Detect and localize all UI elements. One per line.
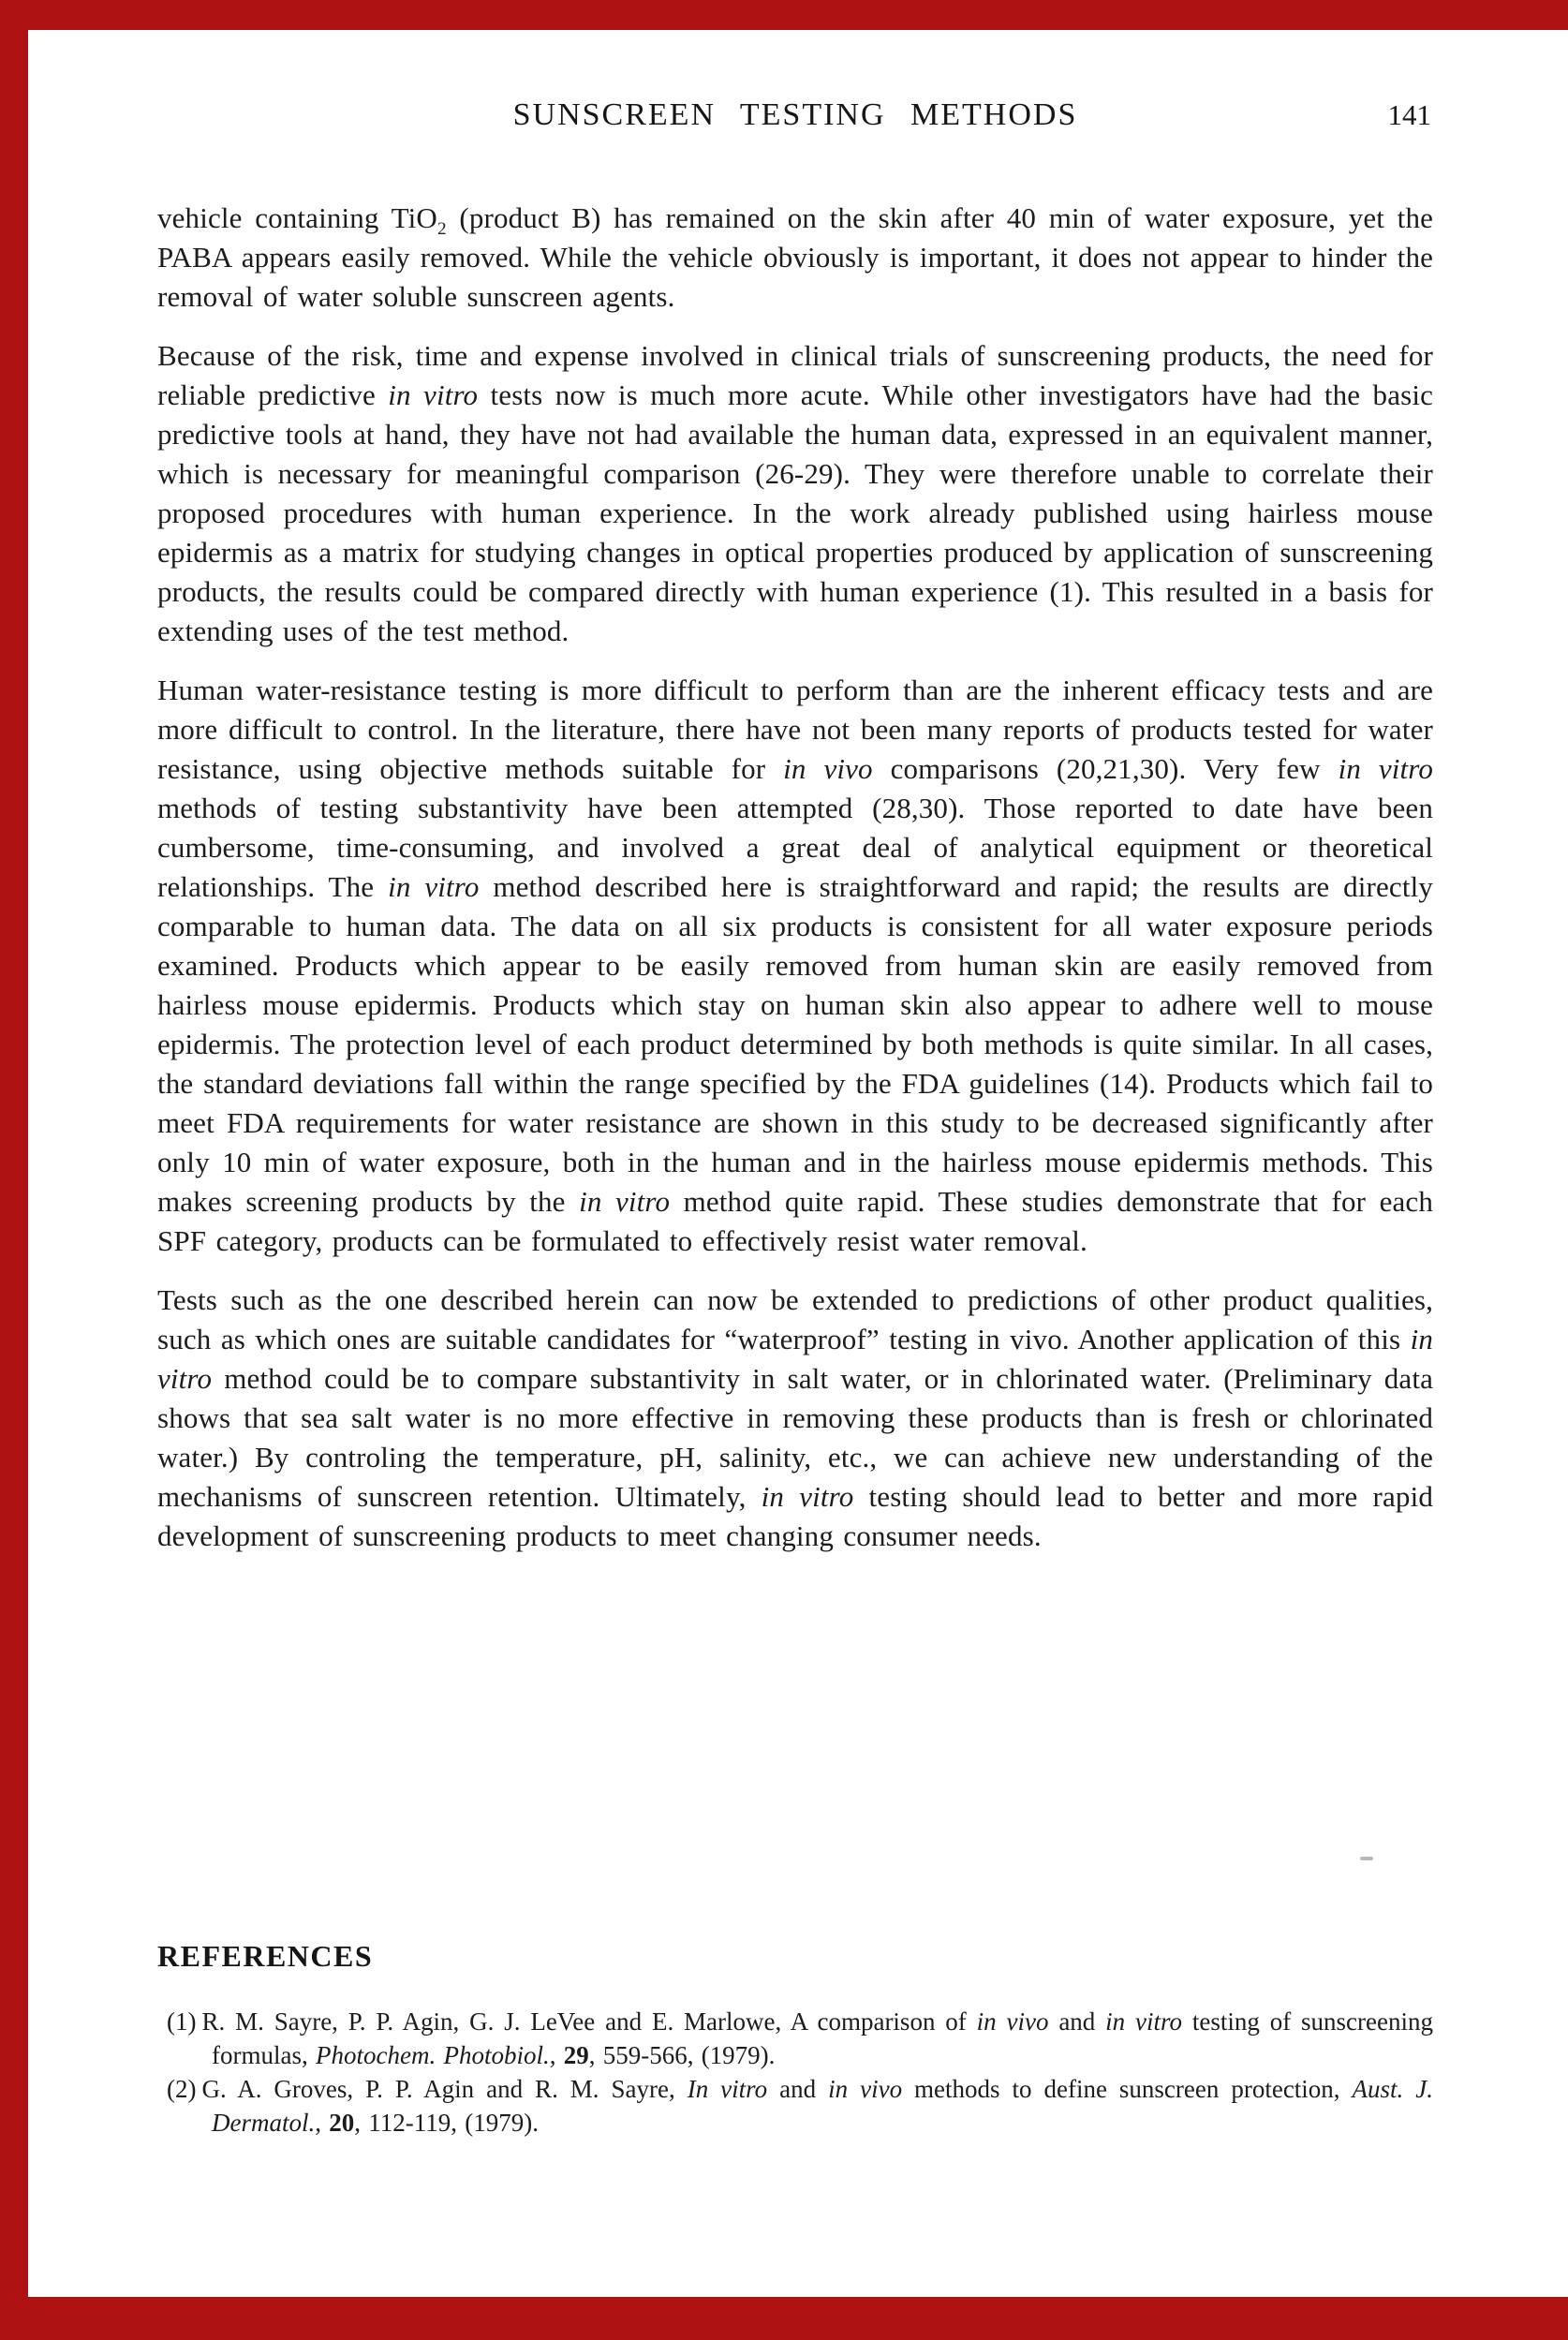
text-segment: in vitro	[1338, 752, 1434, 785]
text-segment: ,	[315, 2109, 330, 2137]
text-segment: (product B) has remained on the skin after 40 min of water exposure, yet the PABA appears easily removed. While the vehicle obviously is important, it does not appear to hinder the removal of water soluble sunscreen agents.	[157, 201, 1433, 313]
scan-artifact-mark	[1360, 1857, 1373, 1860]
text-segment: method described here is straightforward and rapid; the results are directly comparable to human data. The data on all six products is consistent for all water exposure periods examined. Products which appear to be easily removed from human skin are easily removed from hairless mouse epidermis. Products which stay on human skin also appear to adhere well to mouse epidermis. The protection level of each product determined by both methods is quite similar. In all cases, the standard deviations fall within the range specified by the FDA guidelines (14). Products which fail to meet FDA requirements for water resistance are shown in this study to be decreased significantly after only 10 min of water exposure, both in the human and in the hairless mouse epidermis methods. This makes screening products by the	[157, 870, 1433, 1218]
text-segment: in vivo	[976, 2007, 1049, 2036]
body-paragraphs	[157, 199, 1433, 1556]
text-segment: method could be to compare substantivity in salt water, or in chlorinated water. (Preliminary data shows that sea salt water is no more effective in removing these products than is fresh or chlorinated water.) By controling the temperature, pH, salinity, etc., we can achieve new understanding of the mechanisms of sunscreen retention. Ultimately,	[157, 1362, 1433, 1513]
text-segment: G. A. Groves, P. P. Agin and R. M. Sayre,	[201, 2075, 688, 2103]
reference-item	[157, 2005, 1433, 2072]
text-segment: testing of sunscreening formulas,	[212, 2007, 1433, 2069]
page-number: 141	[1387, 98, 1431, 131]
text-segment: ,	[549, 2041, 564, 2069]
text-segment: Because of the risk, time and expense involved in clinical trials of sunscreening products, the need for reliable predictive	[157, 339, 1433, 411]
text-segment: methods to define sunscreen protection,	[902, 2075, 1353, 2103]
text-segment: in vitro	[157, 1323, 1433, 1395]
text-segment: and	[767, 2075, 829, 2103]
text-segment: comparisons (20,21,30). Very few	[872, 752, 1339, 785]
text-segment: tests now is much more acute. While other investigators have had the basic predictive tools at hand, they have not had available the human data, expressed in an equivalent manner, which is necessary for meaningful comparison (26-29). They were therefore unable to correlate their proposed procedures with human experience. In the work already published using hairless mouse epidermis as a matrix for studying changes in optical properties produced by application of sunscreening products, the results could be compared directly with human experience (1). This resulted in a basis for extending uses of the test method.	[157, 378, 1433, 647]
references-heading: REFERENCES	[157, 1939, 374, 1973]
reference-label: (2)	[167, 2075, 197, 2103]
paragraph	[157, 336, 1433, 651]
text-segment: vehicle containing TiO	[157, 201, 437, 234]
text-segment: method quite rapid. These studies demonstrate that for each SPF category, products can be formulated to effectively resist water removal.	[157, 1185, 1433, 1257]
page-header	[157, 97, 1433, 139]
paragraph	[157, 1281, 1433, 1556]
text-segment: In vitro	[687, 2075, 768, 2103]
text-segment: Human water-resistance testing is more difficult to perform than are the inherent efficacy tests and are more difficult to control. In the literature, there have not been many reports of products tested for water resistance, using objective methods suitable for	[157, 674, 1433, 785]
text-segment: in vitro	[761, 1480, 854, 1513]
paragraph	[157, 671, 1433, 1261]
scan-border-top	[0, 0, 1568, 30]
scan-border-left	[0, 0, 28, 2340]
page-title: SUNSCREEN TESTING METHODS	[512, 97, 1078, 132]
text-segment: methods of testing substantivity have been attempted (28,30). Those reported to date have been cumbersome, time-consuming, and involved a great deal of analytical equipment or theoretical relationships. The	[157, 792, 1433, 903]
text-segment: in vivo	[828, 2075, 903, 2103]
text-segment: , 112-119, (1979).	[354, 2109, 539, 2137]
text-segment: in vitro	[579, 1185, 671, 1218]
text-segment: Tests such as the one described herein can now be extended to predictions of other product qualities, such as which ones are suitable candidates for “waterproof” testing in vivo. Another application of this	[157, 1283, 1433, 1355]
paragraph	[157, 199, 1433, 317]
text-segment: Aust. J. Dermatol.	[212, 2075, 1433, 2137]
text-segment: in vitro	[1105, 2007, 1182, 2036]
reference-item	[157, 2072, 1433, 2140]
text-segment: , 559-566, (1979).	[588, 2041, 776, 2069]
text-segment: in vitro	[388, 870, 480, 903]
text-segment: Photochem. Photobiol.	[315, 2041, 550, 2069]
text-segment: 2	[436, 219, 447, 240]
text-segment: 20	[329, 2109, 355, 2137]
text-segment: 29	[563, 2041, 589, 2069]
text-segment: R. M. Sayre, P. P. Agin, G. J. LeVee and E. Marlowe, A comparison of	[201, 2007, 977, 2036]
text-segment: and	[1048, 2007, 1106, 2036]
text-segment: in vivo	[783, 752, 873, 785]
text-segment: in vitro	[388, 378, 479, 411]
reference-list	[157, 2005, 1433, 2140]
reference-label: (1)	[167, 2007, 197, 2036]
scan-border-bottom	[0, 2297, 1568, 2340]
text-segment: testing should lead to better and more rapid development of sunscreening products to meet changing consumer needs.	[157, 1480, 1433, 1552]
